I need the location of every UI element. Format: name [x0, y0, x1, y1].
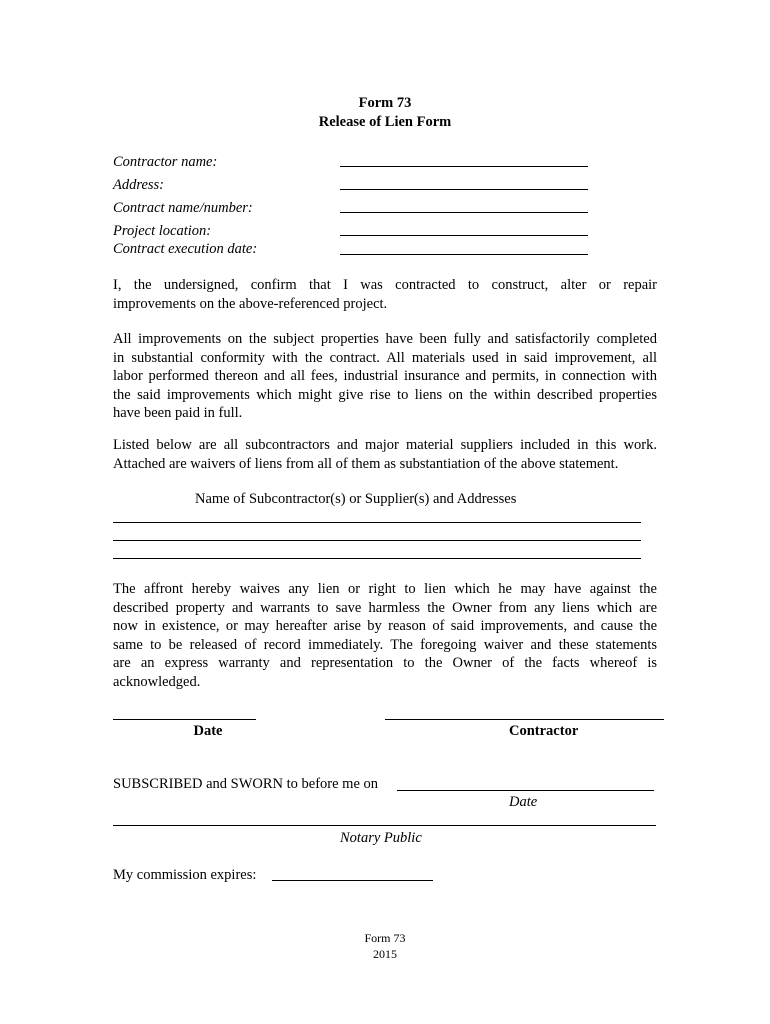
- form-title: Release of Lien Form: [318, 114, 452, 130]
- date-signature-line[interactable]: [113, 719, 256, 720]
- contractor-signature-line[interactable]: [385, 719, 664, 720]
- footer-year: 2015: [373, 947, 397, 961]
- date-label: Date: [193, 723, 223, 739]
- paragraph-line: improvements on the above-referenced project.: [113, 295, 388, 312]
- paragraph-line: now in existence, or may hereafter arise by reason of said improvements, and cause the: [113, 618, 657, 634]
- contractor-name-label: Contractor name:: [113, 154, 218, 170]
- address-field[interactable]: [340, 189, 588, 190]
- paragraph-line: labor performed thereon and all fees, industrial insurance and permits, in connection with: [113, 368, 657, 384]
- paragraph-line: same to be released of record immediately. The foregoing waiver and these statements: [113, 636, 657, 653]
- subscribed-sworn-text: SUBSCRIBED and SWORN to before me on: [113, 776, 379, 792]
- subcontractor-heading: Name of Subcontractor(s) or Supplier(s) and Addresses: [195, 491, 517, 507]
- notary-signature-line[interactable]: [113, 825, 656, 826]
- paragraph-line: in substantial conformity with the contract. All materials used in said improvement, all: [113, 349, 657, 366]
- paragraph-line: Listed below are all subcontractors and major material suppliers included in this work.: [113, 437, 657, 453]
- contract-name-number-label: Contract name/number:: [113, 200, 253, 216]
- subcontractor-line-3[interactable]: [113, 558, 641, 559]
- paragraph-line: have been paid in full.: [113, 405, 243, 421]
- project-location-field[interactable]: [340, 235, 588, 236]
- sworn-date-label: Date: [509, 794, 538, 810]
- commission-expires-text: My commission expires:: [113, 867, 257, 883]
- confirmation-paragraph: [113, 276, 657, 313]
- address-label: Address:: [113, 177, 165, 193]
- waiver-paragraph: [113, 580, 657, 691]
- paragraph-line: described property and warrants to save harmless the Owner from any liens which are: [113, 599, 657, 616]
- subcontractors-paragraph: [113, 436, 657, 473]
- sworn-date-line[interactable]: [397, 790, 654, 791]
- paragraph-line: Attached are waivers of liens from all of them as substantiation of the above statement.: [113, 455, 619, 472]
- paragraph-line: acknowledged.: [113, 673, 201, 690]
- footer-form-number: Form 73: [364, 931, 406, 945]
- commission-expires-line[interactable]: [272, 880, 433, 881]
- paragraph-line: All improvements on the subject properties have been fully and satisfactorily completed: [113, 331, 657, 347]
- subcontractor-line-2[interactable]: [113, 540, 641, 541]
- paragraph-line: The affront hereby waives any lien or right to lien which he may have against the: [113, 581, 657, 597]
- notary-public-label: Notary Public: [340, 830, 422, 846]
- paragraph-line: the said improvements which might give rise to liens on the within described properties: [113, 386, 657, 403]
- subcontractor-line-1[interactable]: [113, 522, 641, 523]
- project-location-label: Project location:: [113, 223, 212, 239]
- form-header: [0, 94, 770, 132]
- contractor-label: Contractor: [509, 723, 579, 739]
- contract-name-number-field[interactable]: [340, 212, 588, 213]
- page-footer: [0, 930, 770, 962]
- contract-execution-date-field[interactable]: [340, 254, 588, 255]
- improvements-paragraph: [113, 330, 657, 423]
- form-number: Form 73: [358, 95, 412, 111]
- contract-execution-date-label: Contract execution date:: [113, 241, 258, 257]
- contractor-name-field[interactable]: [340, 166, 588, 167]
- paragraph-line: are an express warranty and representation to the Owner of the facts whereof is: [113, 655, 657, 671]
- paragraph-line: I, the undersigned, confirm that I was contracted to construct, alter or repair: [113, 277, 657, 293]
